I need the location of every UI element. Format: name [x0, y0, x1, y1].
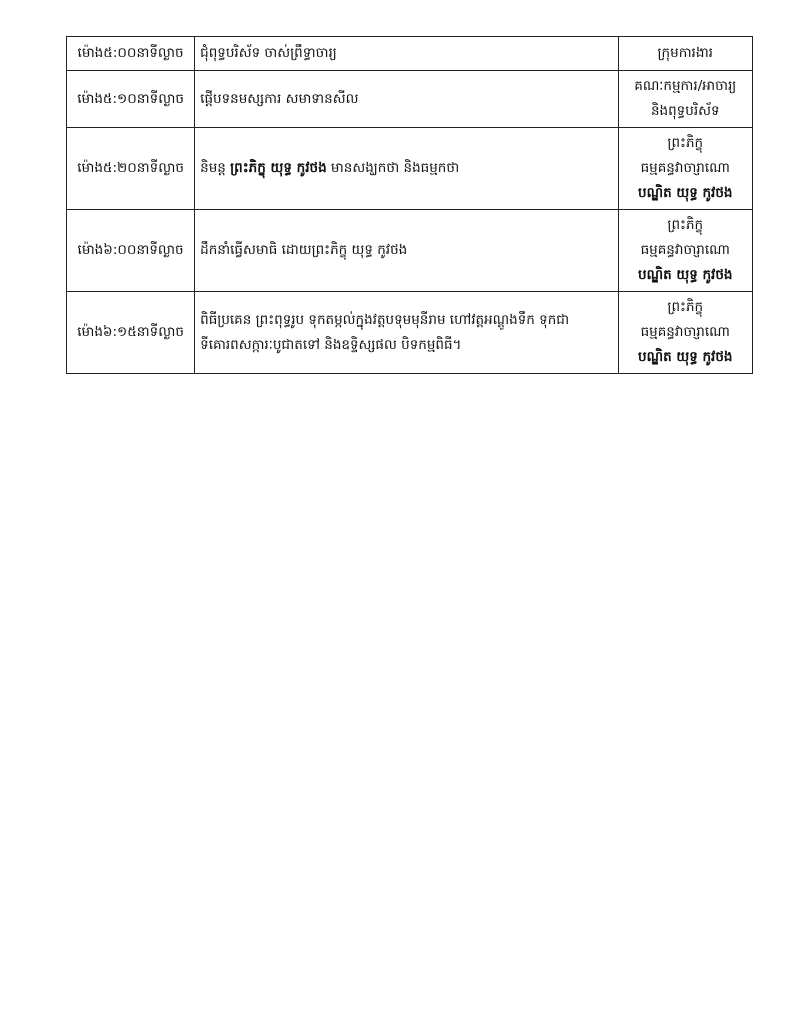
responsible-line: ធម្មគន្ធវាចារ្ញាណោ: [640, 324, 730, 340]
table-row: [67, 292, 753, 374]
responsible-cell: [618, 210, 752, 292]
activity-cell: ផ្តើបទនមស្សការ សមាទានសីល: [195, 71, 618, 128]
responsible-line: គណៈកម្មការ/អាចារ្យ: [634, 78, 737, 94]
responsible-name: បណ្ឌិត យុទ្ធ កូវថង: [638, 267, 733, 283]
time-cell: ម៉ោង៥:១០នាទីល្ងាច: [67, 71, 195, 128]
responsible-line: ព្រះភិក្ខុ: [667, 299, 704, 315]
responsible-line: ព្រះភិក្ខុ: [667, 217, 704, 233]
time-cell: ម៉ោង៥:២០នាទីល្ងាច: [67, 128, 195, 210]
responsible-line: ព្រះភិក្ខុ: [667, 135, 704, 151]
table-row: [67, 37, 753, 71]
table-row: [67, 71, 753, 128]
schedule-table: [66, 36, 753, 374]
activity-text: និមន្ត: [200, 160, 231, 176]
responsible-cell: [618, 37, 752, 71]
responsible-line: និងពុទ្ធបរិស័ទ: [650, 103, 720, 119]
responsible-name: បណ្ឌិត យុទ្ធ កូវថង: [638, 349, 733, 365]
time-cell: ម៉ោង៥:០០នាទីល្ងាច: [67, 37, 195, 71]
responsible-cell: [618, 292, 752, 374]
time-cell: ម៉ោង៦:០០នាទីល្ងាច: [67, 210, 195, 292]
time-cell: ម៉ោង៦:១៥នាទីល្ងាច: [67, 292, 195, 374]
responsible-cell: [618, 128, 752, 210]
table-row: [67, 210, 753, 292]
responsible-name: បណ្ឌិត យុទ្ធ កូវថង: [638, 185, 733, 201]
activity-cell: ដឹកនាំធ្វើសមាធិ ដោយព្រះភិក្ខុ យុទ្ធ កូវថង: [195, 210, 618, 292]
responsible-line: ក្រុមការងារ: [657, 45, 713, 61]
activity-cell: [195, 292, 618, 374]
activity-cell: ជុំពុទ្ធបរិស័ទ ចាស់ព្រឹទ្ធាចារ្យ: [195, 37, 618, 71]
table-row: [67, 128, 753, 210]
responsible-cell: [618, 71, 752, 128]
activity-cell: [195, 128, 618, 210]
responsible-line: ធម្មគន្ធវាចារ្ញាណោ: [640, 242, 730, 258]
activity-line: ទីគោរពសក្ការៈបូជាតទៅ និងឧទ្ទិស្សផល បិទកម្មពិធី។: [200, 336, 462, 353]
activity-text: មានសង្ឃកថា និងធម្មកថា: [326, 160, 460, 176]
monk-name: ព្រះភិក្ខុ យុទ្ធ កូវថង: [230, 160, 327, 176]
responsible-line: ធម្មគន្ធវាចារ្ញាណោ: [640, 160, 730, 176]
activity-line: ពិធីប្រគេន ព្រះពុទ្ធរូប ទុកតម្កល់ក្នុងវត្តបទុមមុនីរាម ហៅវត្តអណ្តូងទឹក ទុកជា: [200, 311, 570, 328]
